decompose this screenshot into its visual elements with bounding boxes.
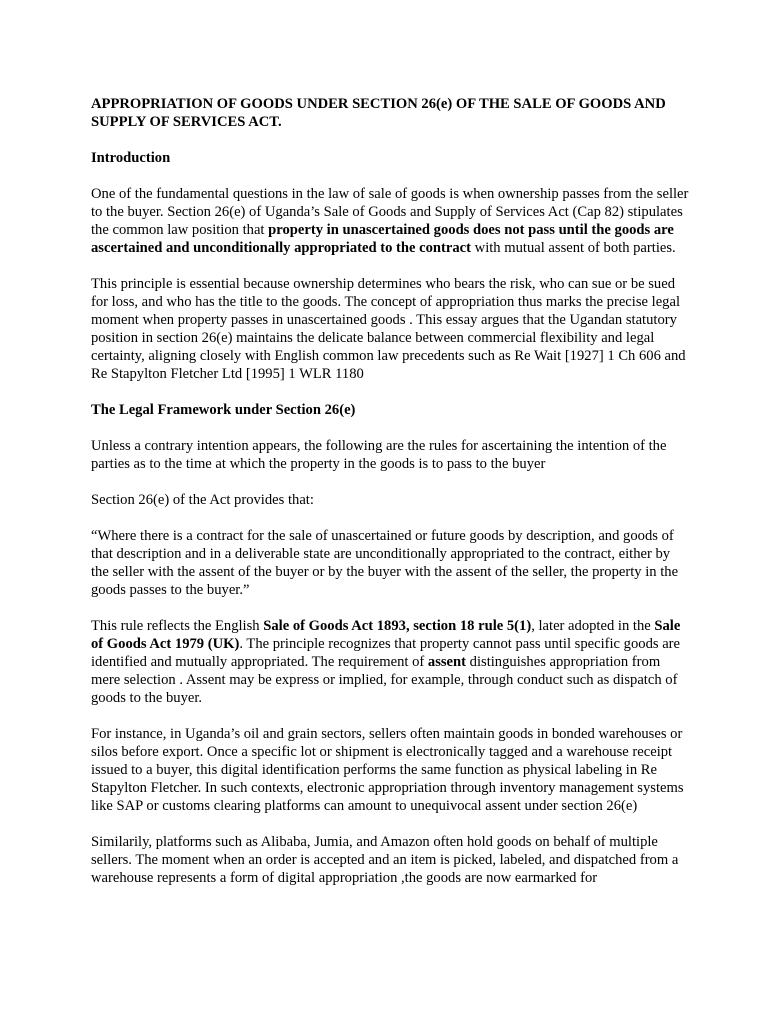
paragraph-text: . The principle recognizes that property cannot pass until specific goods are identified and mutually appropriated. The requirement of xyxy=(91,636,681,670)
paragraph-rules: Unless a contrary intention appears, the following are the rules for ascertaining the intention of the parties as to the time at which the property in the goods is to pass to the buyer xyxy=(91,438,667,472)
document-title: APPROPRIATION OF GOODS UNDER SECTION 26(e) OF THE SALE OF GOODS AND SUPPLY OF SERVICES ACT. xyxy=(91,96,666,130)
paragraph-text: , later adopted in the xyxy=(531,618,655,634)
paragraph-platforms: Similarily, platforms such as Alibaba, Jumia, and Amazon often hold goods on behalf of multiple sellers. The moment when an order is accepted and an item is picked, labeled, and dispatched from a warehouse represents a form of digital appropriation ,the goods are now earmarked for xyxy=(91,834,679,886)
bold-text: Sale of Goods Act 1979 (UK) xyxy=(91,618,681,652)
paragraph-uganda-example: For instance, in Uganda’s oil and grain sectors, sellers often maintain goods in bonded warehouses or silos before export. Once a specific lot or shipment is electronically tagged and a warehouse receipt issued to a buyer, this digital identification performs the same function as physical labeling in Re Stapylton Fletcher. In such contexts, electronic appropriation through inventory management systems like SAP or customs clearing platforms can amount to unequivocal assent under section 26(e) xyxy=(91,726,684,814)
document-body xyxy=(91,95,691,905)
paragraph-text: with mutual assent of both parties. xyxy=(471,240,676,256)
section-heading-introduction: Introduction xyxy=(91,150,171,166)
paragraph-principle: This principle is essential because ownership determines who bears the risk, who can sue or be sued for loss, and who has the title to the goods. The concept of appropriation thus marks the precise legal moment when property passes in unascertained goods . This essay argues that the Ugandan statutory position in section 26(e) maintains the delicate balance between commercial flexibility and legal certainty, aligning closely with English common law precedents such as Re Wait [1927] 1 Ch 606 and Re Stapylton Fletcher Ltd [1995] 1 WLR 1180 xyxy=(91,276,686,382)
paragraph-introduction xyxy=(91,185,691,257)
bold-text: Sale of Goods Act 1893, section 18 rule 5(1) xyxy=(263,618,532,634)
paragraph-statute-quote: “Where there is a contract for the sale of unascertained or future goods by description, and goods of that description and in a deliverable state are unconditionally appropriated to the contract, either by the seller with the assent of the buyer or by the buyer with the assent of the seller, the property in the goods passes to the buyer.” xyxy=(91,528,679,598)
bold-text: assent xyxy=(427,654,467,670)
section-heading-legal-framework: The Legal Framework under Section 26(e) xyxy=(91,402,356,418)
paragraph-text: This rule reflects the English xyxy=(91,618,264,634)
paragraph-section-provides: Section 26(e) of the Act provides that: xyxy=(91,492,314,508)
bold-text: property in unascertained goods does not pass until the goods are ascertained and unconditionally appropriated to the contract xyxy=(91,222,674,256)
paragraph-text: One of the fundamental questions in the law of sale of goods is when ownership passes from the seller to the buyer. Section 26(e) of Uganda’s Sale of Goods and Supply of Services Act (Cap 82) stipulates the common law position that xyxy=(91,186,689,238)
paragraph-english-rule xyxy=(91,617,691,707)
paragraph-text: distinguishes appropriation from mere selection . Assent may be express or implied, for example, through conduct such as dispatch of goods to the buyer. xyxy=(91,654,678,706)
